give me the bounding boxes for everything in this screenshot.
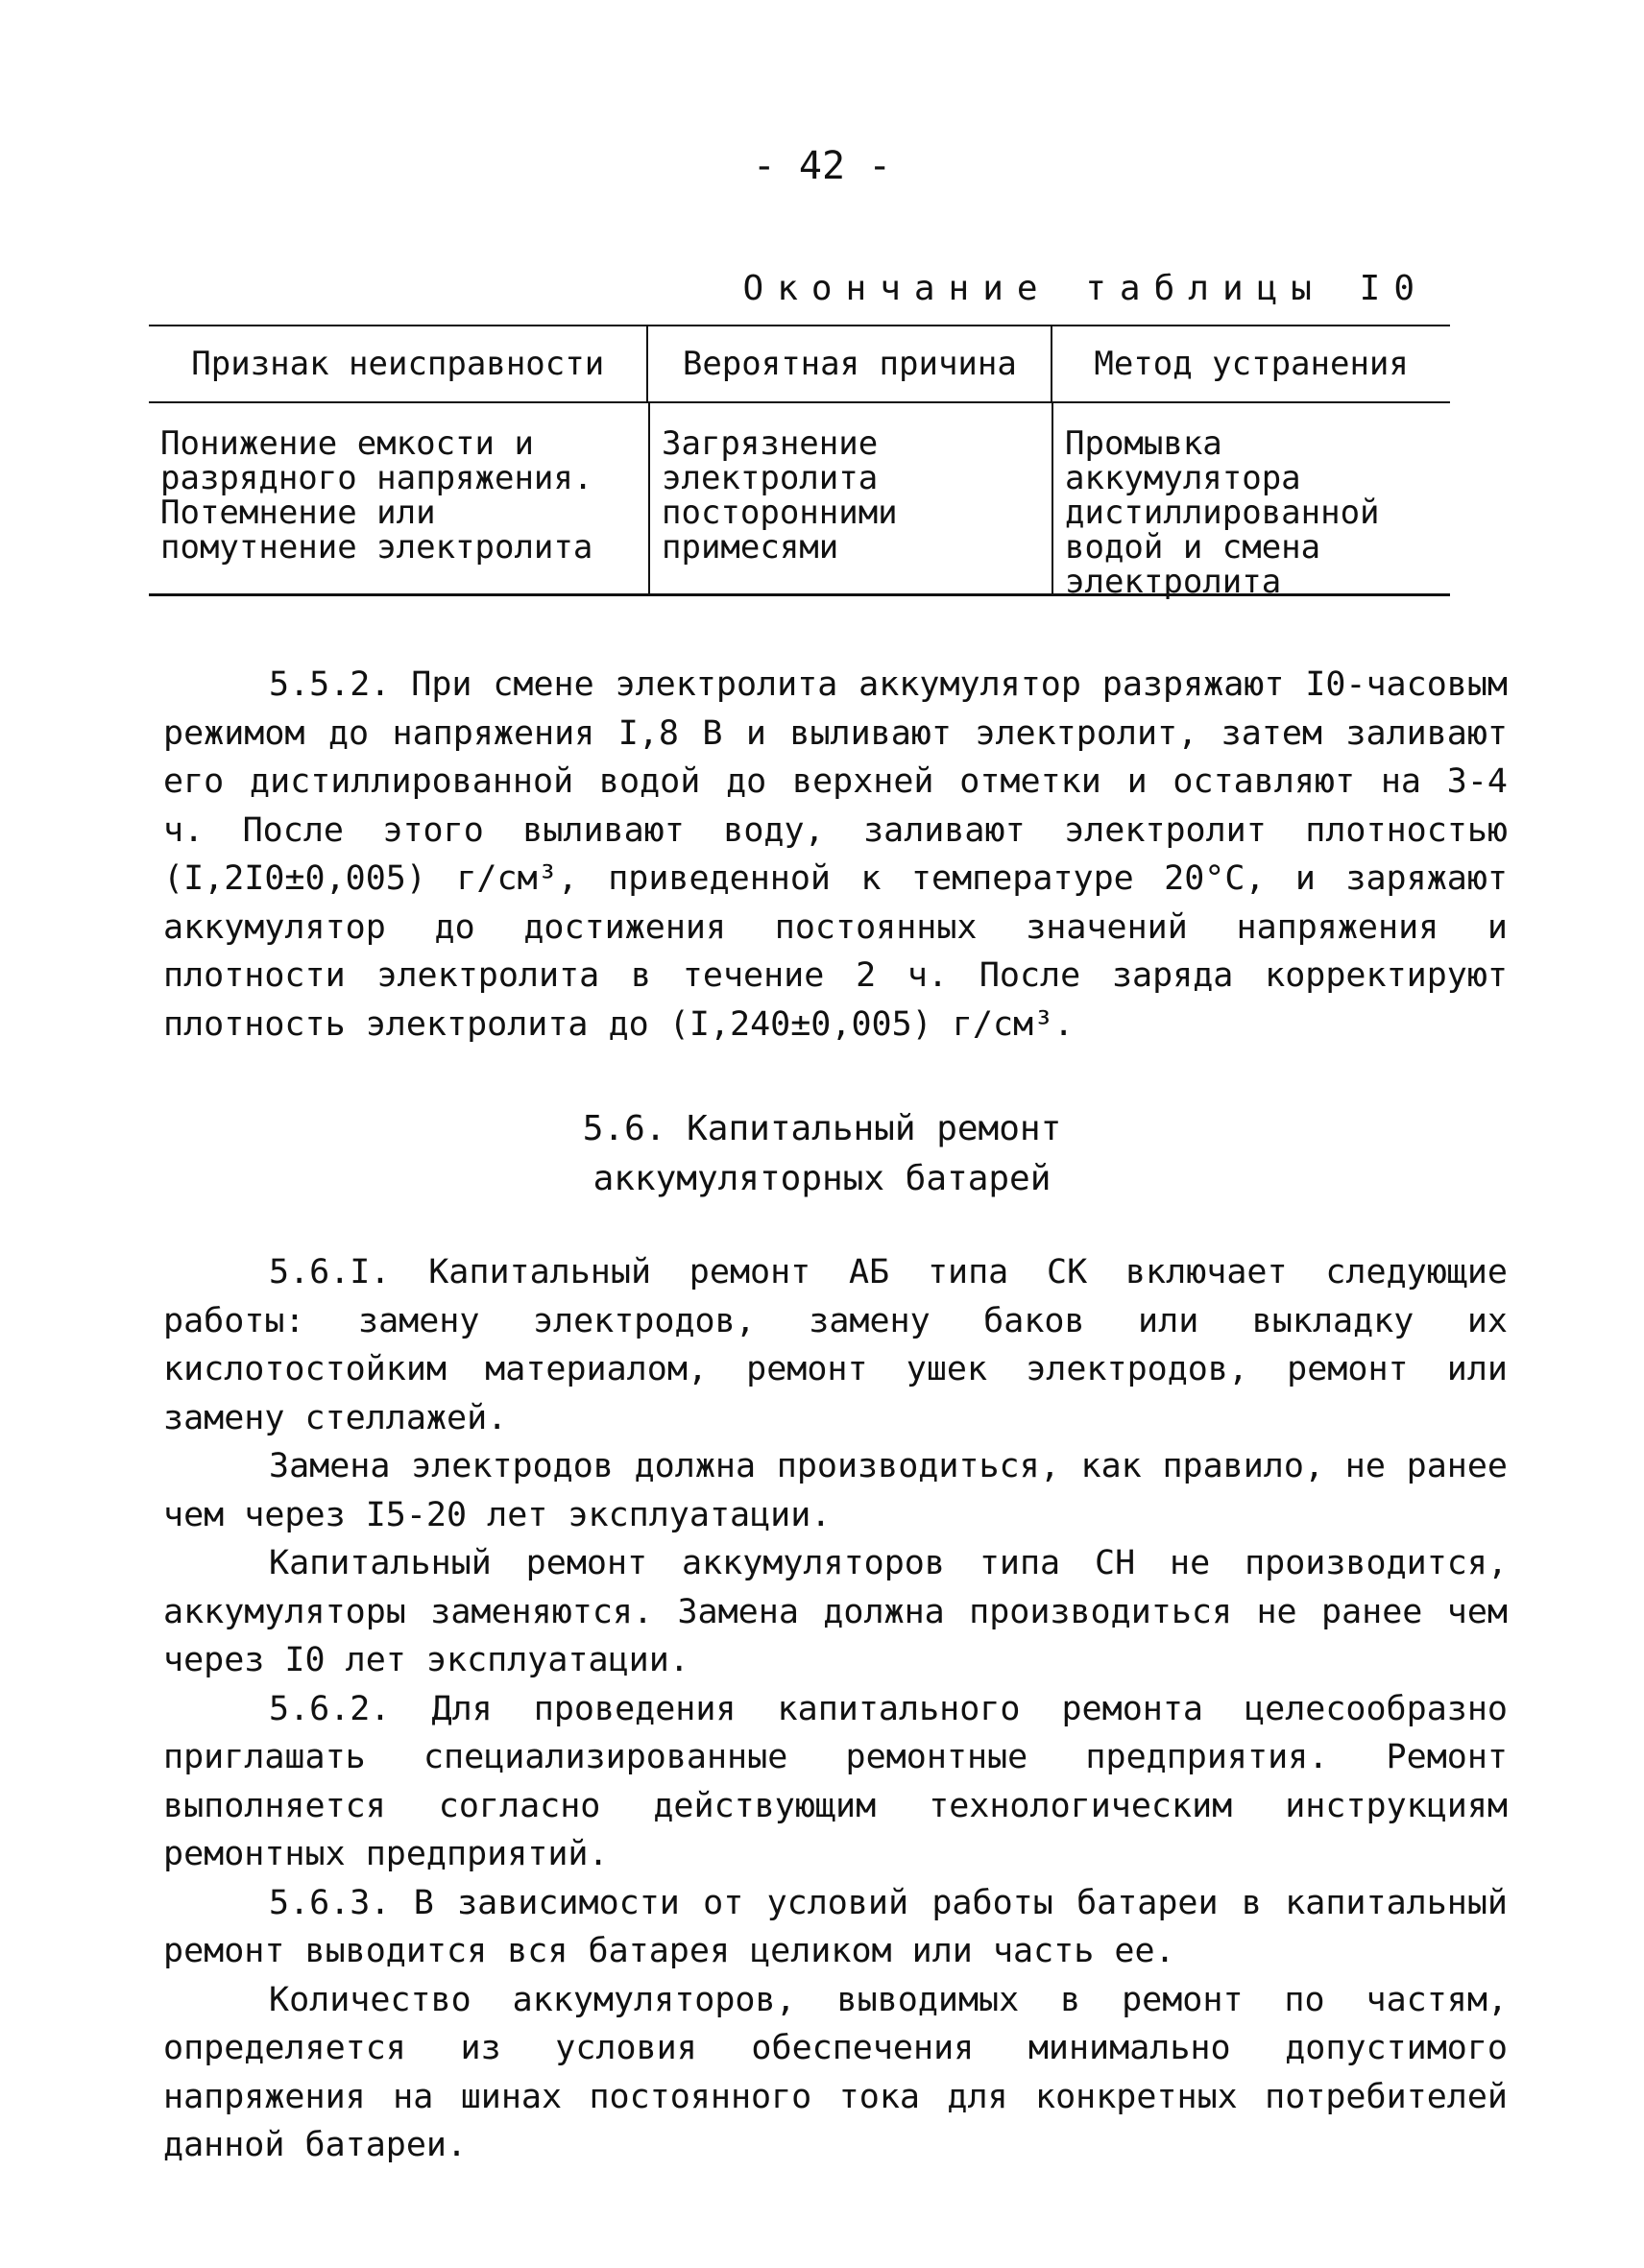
section-title-line: аккумуляторных батарей (592, 1159, 1052, 1198)
fault-table (149, 325, 1450, 601)
paragraph: Замена электродов должна производиться, как правило, не ранее чем через I5-20 лет эксплуатации. (163, 1447, 1508, 1534)
section-5-5-2 (163, 661, 1508, 1049)
paragraph: 5.6.2. Для проведения капитального ремонта целесообразно приглашать специализированные ремонтные предприятия. Ремонт выполняется согласно действующим технологическим инструкциям ремонтных предприятий. (163, 1689, 1508, 1873)
paragraph: 5.6.I. Капитальный ремонт АБ типа СК включает следующие работы: замену электродов, замену баков или выкладку их кислотостойким материалом, ремонт ушек электродов, ремонт или замену стеллажей. (163, 1253, 1508, 1437)
header-remedy: Метод устранения (1051, 326, 1450, 401)
header-symptom: Признак неисправности (191, 345, 605, 383)
paragraph: Количество аккумуляторов, выводимых в ремонт по частям, определяется из условия обеспечения минимально допустимого напряжения на шинах постоянного тока для конкретных потребителей данной батареи. (163, 1980, 1508, 2164)
section-5-6-body (163, 1248, 1508, 2170)
table-row (149, 403, 1450, 601)
table-header-row (149, 325, 1450, 403)
paragraph: Капитальный ремонт аккумуляторов типа СН не производится, аккумуляторы заменяются. Замена должна производиться не ранее чем через I0 лет эксплуатации. (163, 1544, 1508, 1679)
cell-symptom: Понижение емкости и разрядного напряжения. Потемнение или помутнение электролита (160, 424, 593, 567)
cell-cause: Загрязнение электролита посторонними примесями (648, 403, 1052, 593)
paragraph: 5.5.2. При смене электролита аккумулятор разряжают I0-часовым режимом до напряжения I,8 В и выливают электролит, затем заливают его дистиллированной водой до верхней отметки и оставляют на 3-4 ч. После этого выливают воду, заливают электролит плотностью (I,2I0±0,005) г/см³, приведенной к температуре 20°С, и заряжают аккумулятор до достижения постоянных значений напряжения и плотности электролита в течение 2 ч. После заряда корректируют плотность электролита до (I,240±0,005) г/см³. (163, 665, 1508, 1044)
page-number: - 42 - (752, 144, 892, 188)
section-title (0, 1104, 1644, 1204)
cell-remedy: Промывка аккумулятора дистиллированной водой и смена электролита (1052, 403, 1450, 593)
section-title-line: 5.6. Капитальный ремонт (582, 1109, 1062, 1148)
table-caption: Окончание таблицы I0 (742, 269, 1428, 308)
paragraph: 5.6.3. В зависимости от условий работы батареи в капитальный ремонт выводится вся батарея целиком или часть ее. (163, 1883, 1508, 1970)
header-cause: Вероятная причина (646, 326, 1051, 401)
